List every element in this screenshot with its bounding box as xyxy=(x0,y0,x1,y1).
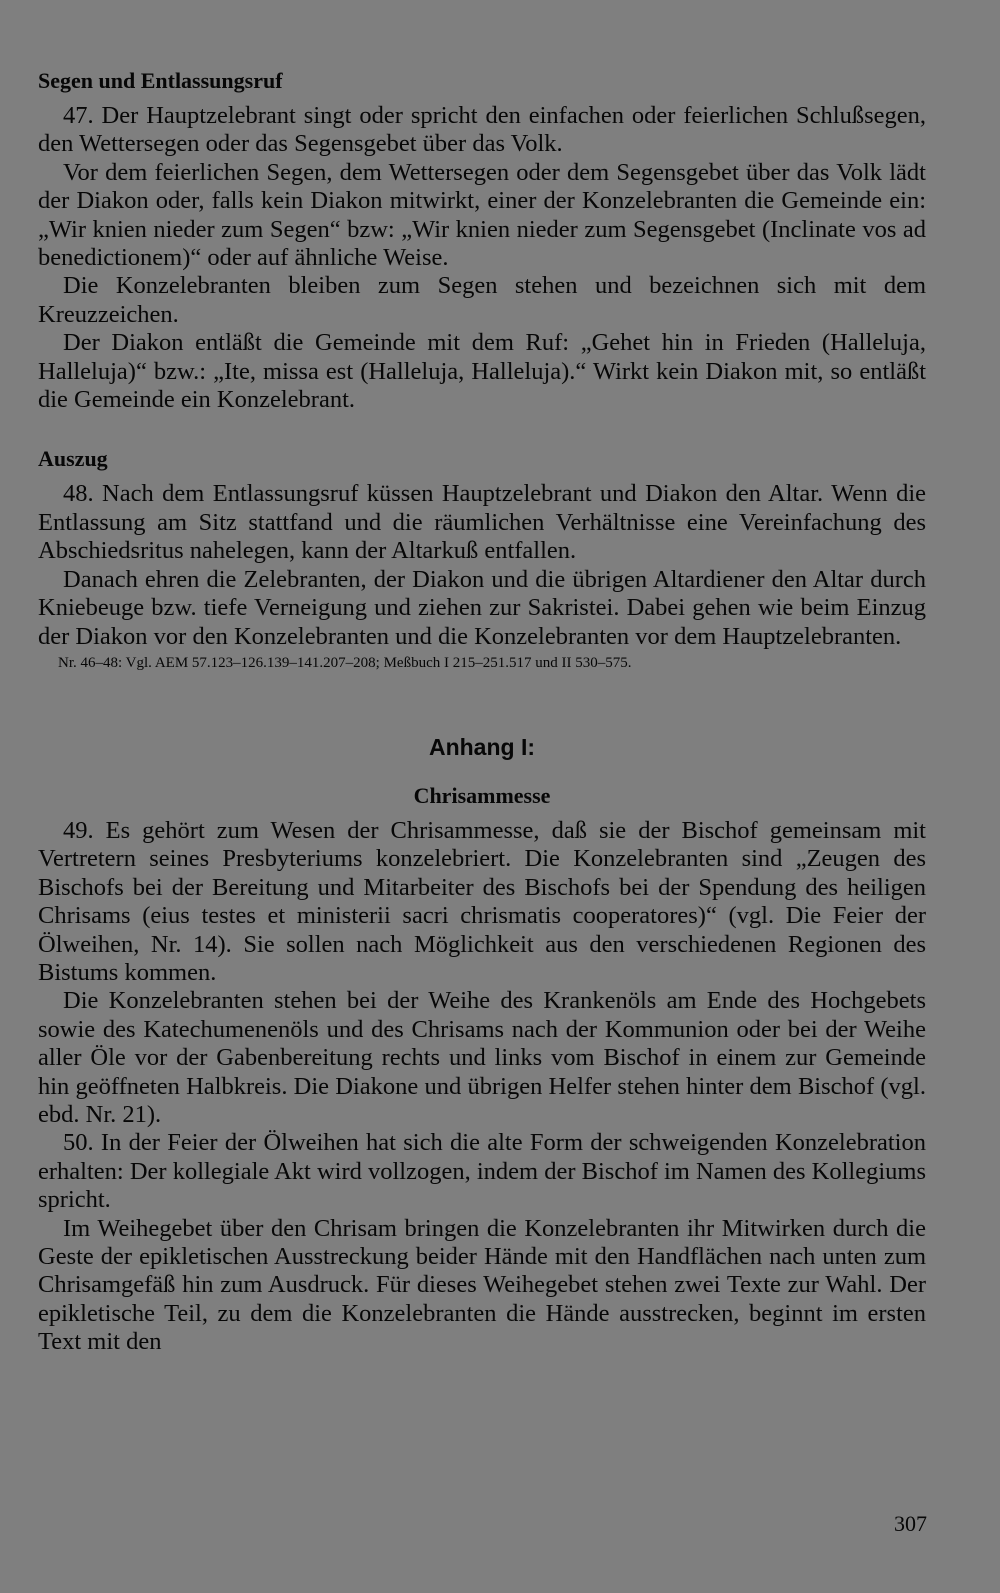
section-heading: Segen und Entlassungsruf xyxy=(38,68,283,93)
paragraph: Danach ehren die Zelebranten, der Diakon und die übrigen Altardiener den Altar durch Kniebeuge bzw. tiefe Verneigung und ziehen zur Sakristei. Dabei gehen wie beim Einzug der Diakon vor den Konzelebranten und die Konzelebranten vor dem Hauptzelebranten. xyxy=(38,565,926,650)
paragraph: 48. Nach dem Entlassungsruf küssen Hauptzelebrant und Diakon den Altar. Wenn die Entlassung am Sitz stattfand und die räumlichen Verhältnisse eine Vereinfachung des Abschiedsritus nahelegen, kann der Altarkuß entfallen. xyxy=(38,480,926,565)
section-heading: Auszug xyxy=(38,446,108,472)
paragraph: Die Konzelebranten bleiben zum Segen stehen und bezeichnen sich mit dem Kreuzzeichen. xyxy=(38,272,926,328)
paragraph: 47. Der Hauptzelebrant singt oder spricht den einfachen oder feierlichen Schlußsegen, den Wettersegen oder das Segensgebet über das Volk. xyxy=(38,102,926,158)
section-auszug xyxy=(38,444,926,672)
appendix-subtitle: Chrisammesse xyxy=(413,782,551,808)
paragraph: 49. Es gehört zum Wesen der Chrisammesse, daß sie der Bischof gemeinsam mit Vertretern seines Presbyteriums konzelebriert. Die Konzelebranten sind „Zeugen des Bischofs bei der Bereitung und Mitarbeiter des Bischofs bei der Spendung des heiligen Chrisams (eius testes et ministerii sacri chrismatis cooperatores)“ (vgl. Die Feier der Ölweihen, Nr. 14). Sie sollen nach Möglichkeit aus den verschiedenen Regionen des Bistums kommen. xyxy=(38,816,926,986)
paragraph: Die Konzelebranten stehen bei der Weihe des Krankenöls am Ende des Hochgebets sowie des Katechumenenöls und des Chrisams nach der Kommunion oder bei der Weihe aller Öle vor der Gabenbereitung rechts und links vom Bischof in einem zur Gemeinde hin geöffneten Halbkreis. Die Diakone und übrigen Helfer stehen hinter dem Bischof (vgl. ebd. Nr. 21). xyxy=(38,987,926,1128)
page-number: 307 xyxy=(894,1511,927,1536)
paragraph: 50. In der Feier der Ölweihen hat sich die alte Form der schweigenden Konzelebration erhalten: Der kollegiale Akt wird vollzogen, indem der Bischof im Namen des Kollegiums spricht. xyxy=(38,1129,926,1214)
paragraph: Vor dem feierlichen Segen, dem Wettersegen oder dem Segensgebet über das Volk lädt der Diakon oder, falls kein Diakon mitwirkt, einer der Konzelebranten die Gemeinde ein: „Wir knien nieder zum Segen“ bzw: „Wir knien nieder zum Segensgebet (Inclinate vos ad benedictionem)“ oder auf ähnliche Weise. xyxy=(38,158,926,272)
paragraph: Der Diakon entläßt die Gemeinde mit dem Ruf: „Gehet hin in Frieden (Halleluja, Halleluja)“ bzw.: „Ite, missa est (Halleluja, Halleluja).“ Wirkt kein Diakon mit, so entläßt die Gemeinde ein Konzelebrant. xyxy=(38,329,926,414)
page-content xyxy=(38,66,926,1357)
appendix-title: Anhang I: xyxy=(428,733,536,760)
paragraph: Im Weihegebet über den Chrisam bringen die Konzelebranten ihr Mitwirken durch die Geste der epikletischen Ausstreckung beider Hände mit den Handflächen nach unten zum Chrisamgefäß hin zum Ausdruck. Für dieses Weihegebet stehen zwei Texte zur Wahl. Der epikletische Teil, zu dem die Konzelebranten die Hände ausstrecken, beginnt im ersten Text mit den xyxy=(38,1214,926,1356)
section-segen xyxy=(38,66,926,414)
footnote-reference: Nr. 46–48: Vgl. AEM 57.123–126.139–141.207–208; Meßbuch I 215–251.517 und II 530–575. xyxy=(58,654,632,671)
section-anhang xyxy=(38,731,926,1357)
